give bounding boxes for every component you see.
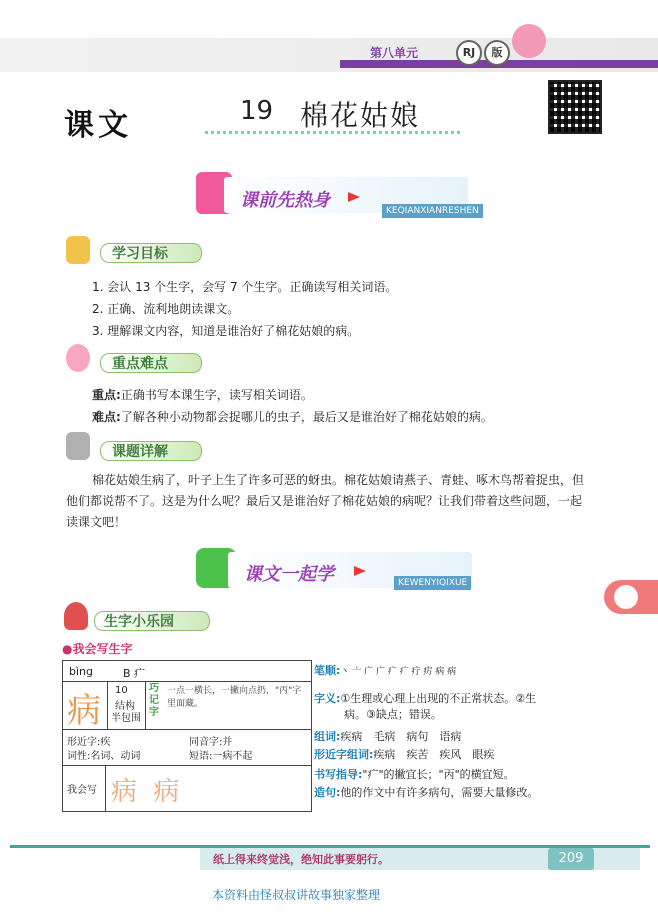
words-value: 疾病 毛病 病句 语病 bbox=[340, 730, 462, 743]
key-text: 正确书写本课生字，读写相关词语。 bbox=[120, 388, 313, 402]
practice-characters: 病 病 bbox=[111, 777, 184, 807]
qr-code-icon[interactable] bbox=[548, 80, 602, 134]
words-line bbox=[314, 728, 461, 744]
arrow-icon bbox=[348, 192, 360, 202]
meaning-line bbox=[314, 690, 536, 706]
meaning-value: ①生理或心理上出现的不正常状态。②生 bbox=[340, 692, 537, 705]
hard-label: 难点: bbox=[92, 410, 121, 424]
guide-line bbox=[314, 766, 515, 782]
mascot-icon bbox=[512, 24, 546, 58]
homophone: 同音字:并 bbox=[189, 737, 233, 748]
keypoints-heading: 重点难点 bbox=[112, 356, 168, 372]
lesson-title: 棉花姑娘 bbox=[300, 99, 421, 132]
divider bbox=[145, 681, 146, 729]
divider bbox=[107, 681, 108, 729]
learn-banner-pinyin: KEWENYIQIXUE bbox=[394, 576, 471, 590]
edition-badge-rj: RJ bbox=[456, 40, 482, 66]
cat-face-icon bbox=[614, 585, 638, 609]
boy-mascot-icon bbox=[66, 236, 90, 264]
tip-label: 巧记字 bbox=[149, 683, 159, 718]
goal-item: 2. 正确、流利地朗读课文。 bbox=[92, 302, 240, 316]
character-card bbox=[62, 660, 312, 812]
char-structure-label: 结构 bbox=[115, 701, 135, 712]
guide-value: "疒"的撇宜长；"丙"的横宜短。 bbox=[362, 768, 515, 781]
side-tab[interactable] bbox=[604, 580, 658, 614]
robot-mascot-icon bbox=[66, 432, 90, 460]
sentence-label: 造句: bbox=[314, 786, 341, 799]
sentence-value: 他的作文中有许多病句，需要大量修改。 bbox=[340, 786, 539, 799]
explain-paragraph: 棉花姑娘生病了，叶子上生了许多可恶的蚜虫。棉花姑娘请燕子、青蛙、啄木鸟帮着捉虫，但他们都说帮不了。这是为什么呢？最后又是谁治好了棉花姑娘的病呢？让我们带着这些问题，一起读课文吧！ bbox=[66, 473, 585, 529]
girl-mascot-icon bbox=[66, 344, 90, 372]
apple-girl-icon bbox=[64, 602, 88, 630]
part-of-speech: 词性:名词、动词 bbox=[67, 751, 141, 762]
tip-text: 一点一横长，一撇向点扔，"丙"字里面藏。 bbox=[167, 686, 302, 709]
footer-motto: 纸上得来终觉浅，绝知此事要躬行。 bbox=[213, 853, 389, 866]
learn-banner-title: 课文一起学 bbox=[244, 564, 334, 585]
char-radical: B 疒 bbox=[123, 667, 146, 680]
section-label: 课文 bbox=[64, 108, 132, 143]
similar-char: 形近字:疾 bbox=[67, 737, 111, 748]
meaning-value-cont: 病。③缺点；错误。 bbox=[344, 708, 442, 721]
divider bbox=[63, 729, 311, 730]
strokes-value: 丶 亠 广 广 疒 疒 疔 疠 病 病 bbox=[340, 667, 457, 677]
phrase: 短语:一病不起 bbox=[189, 751, 253, 762]
similar-words-value: 疾病 疾苦 疾风 眼疾 bbox=[373, 748, 495, 761]
key-point-line bbox=[92, 386, 313, 403]
garden-heading: 生字小乐园 bbox=[104, 614, 174, 630]
write-label: 我会写 bbox=[67, 785, 97, 796]
sentence-line bbox=[314, 784, 538, 800]
arrow-icon bbox=[354, 566, 366, 576]
similar-words-line bbox=[314, 746, 494, 762]
explain-heading: 课题详解 bbox=[112, 444, 168, 460]
hard-point-line bbox=[92, 408, 493, 425]
garden-subheading: ●我会写生字 bbox=[62, 642, 133, 656]
key-label: 重点: bbox=[92, 388, 121, 402]
char-strokes: 10 bbox=[115, 685, 128, 696]
lesson-number: 19 bbox=[240, 96, 274, 126]
page-number: 209 bbox=[548, 848, 594, 870]
warmup-banner-title: 课前先热身 bbox=[240, 190, 330, 211]
big-character: 病 bbox=[67, 691, 101, 731]
meaning-label: 字义: bbox=[314, 692, 341, 705]
title-underline bbox=[205, 131, 460, 134]
warmup-banner-pinyin: KEQIANXIANRESHEN bbox=[382, 204, 483, 218]
words-label: 组词: bbox=[314, 730, 341, 743]
divider bbox=[105, 765, 106, 811]
divider bbox=[63, 765, 311, 766]
hard-text: 了解各种小动物都会捉哪儿的虫子，最后又是谁治好了棉花姑娘的病。 bbox=[120, 410, 493, 424]
similar-words-label: 形近字组词: bbox=[314, 748, 374, 761]
footer-credit: 本资料由怪叔叔讲故事独家整理 bbox=[212, 888, 381, 902]
guide-label: 书写指导: bbox=[314, 768, 363, 781]
char-structure-value: 半包围 bbox=[111, 713, 141, 724]
strokes-line bbox=[314, 662, 456, 678]
strokes-label: 笔顺: bbox=[314, 664, 341, 677]
divider bbox=[63, 681, 311, 682]
edition-badge-ban: 版 bbox=[484, 40, 510, 66]
goal-item: 3. 理解课文内容，知道是谁治好了棉花姑娘的病。 bbox=[92, 324, 360, 338]
unit-label: 第八单元 bbox=[370, 46, 419, 60]
char-pinyin: bìng bbox=[69, 665, 93, 678]
goal-item: 1. 会认 13 个生字，会写 7 个生字。正确读写相关词语。 bbox=[92, 280, 398, 294]
goals-heading: 学习目标 bbox=[112, 246, 168, 262]
